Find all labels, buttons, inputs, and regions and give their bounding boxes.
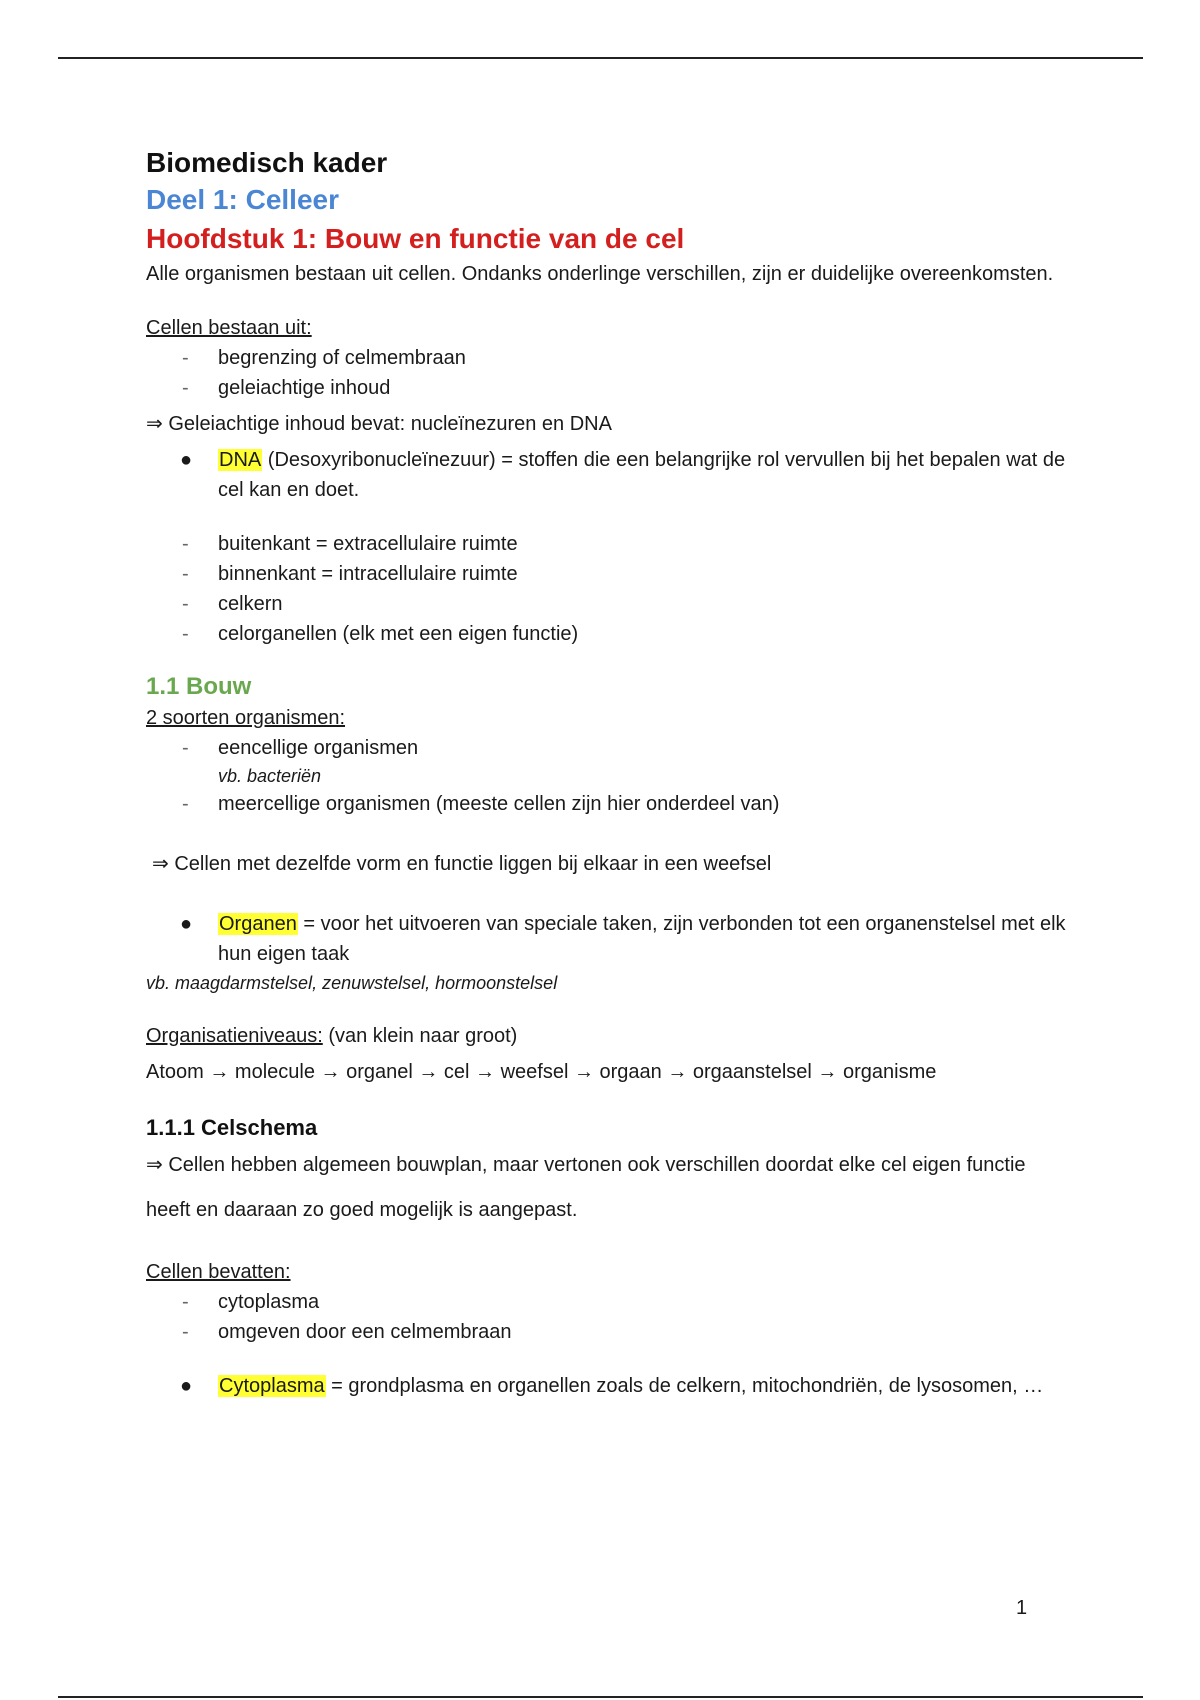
bullet-icon: ● (180, 913, 193, 935)
section-celschema-title: 1.1.1 Celschema (146, 1115, 318, 1140)
cells-consist-heading: Cellen bestaan uit: (146, 317, 312, 339)
tissue-line: ⇒ Cellen met dezelfde vorm en functie liggen bij elkaar in een weefsel (152, 853, 772, 875)
list-item: - begrenzing of celmembraan (182, 347, 466, 369)
list-item: - omgeven door een celmembraan (182, 1321, 512, 1343)
dna-text: (Desoxyribonucleïnezuur) = stoffen die een belangrijke rol vervullen bij het bepalen wat de cel kan en doet. (218, 449, 1066, 501)
bottom-rule (58, 1696, 1143, 1698)
organs-example: vb. maagdarmstelsel, zenuwstelsel, hormoonstelsel (146, 973, 558, 993)
list-item: - buitenkant = extracellulaire ruimte (182, 533, 518, 555)
cells-contain-heading: Cellen bevatten: (146, 1261, 291, 1283)
list-item: - binnenkant = intracellulaire ruimte (182, 563, 518, 585)
levels-line (146, 1021, 1066, 1051)
cytoplasma-term: Cytoplasma (219, 1375, 325, 1397)
dna-term: DNA (219, 449, 262, 471)
levels-chain: Atoom → molecule → organel → cel → weefsel → orgaan → orgaanstelsel → organisme (146, 1061, 937, 1083)
intro-paragraph: Alle organismen bestaan uit cellen. Ondanks onderlinge verschillen, zijn er duidelijke overeenkomsten. (146, 263, 1054, 285)
levels-suffix: (van klein naar groot) (322, 1025, 518, 1047)
list-item: - meercellige organismen (meeste cellen zijn hier onderdeel van) (182, 793, 780, 815)
dna-definition (146, 445, 1066, 505)
document-title: Biomedisch kader (146, 147, 388, 178)
top-rule (58, 57, 1143, 59)
example-note: vb. bacteriën (218, 766, 322, 786)
list-item: - celkern (182, 593, 283, 615)
list-item: - cytoplasma (182, 1291, 320, 1313)
cytoplasma-text: = grondplasma en organellen zoals de celkern, mitochondriën, de lysosomen, … (325, 1375, 1044, 1397)
list-item: - geleiachtige inhoud (182, 377, 391, 399)
cytoplasma-definition (146, 1371, 1066, 1401)
list-item: - celorganellen (elk met een eigen functie) (182, 623, 579, 645)
chapter-title: Hoofdstuk 1: Bouw en functie van de cel (146, 223, 685, 254)
levels-heading: Organisatieniveaus: (146, 1025, 323, 1047)
cells-consist-list (146, 343, 1066, 403)
section-bouw-title: 1.1 Bouw (146, 673, 252, 700)
cells-contain-list (146, 1287, 1066, 1347)
page-content (146, 145, 1066, 1401)
part-title: Deel 1: Celleer (146, 184, 339, 215)
organisms-heading: 2 soorten organismen: (146, 707, 346, 729)
organs-text: = voor het uitvoeren van speciale taken, zijn verbonden tot een organenstelsel met elk hun eigen taak (218, 913, 1066, 965)
bullet-icon: ● (180, 1375, 193, 1397)
list-item: - eencellige organismen vb. bacteriën (146, 733, 1066, 789)
organisms-list (146, 733, 1066, 819)
bullet-icon: ● (180, 449, 193, 471)
organs-definition (146, 909, 1066, 969)
page-number: 1 (1016, 1597, 1028, 1619)
gel-content-line: ⇒ Geleiachtige inhoud bevat: nucleïnezuren en DNA (146, 413, 612, 435)
space-list (146, 529, 1066, 649)
celschema-text: ⇒ Cellen hebben algemeen bouwplan, maar vertonen ook verschillen doordat elke cel eigen functie heeft en daaraan zo goed mogelijk is aangepast. (146, 1154, 1026, 1221)
organs-term: Organen (219, 913, 297, 935)
